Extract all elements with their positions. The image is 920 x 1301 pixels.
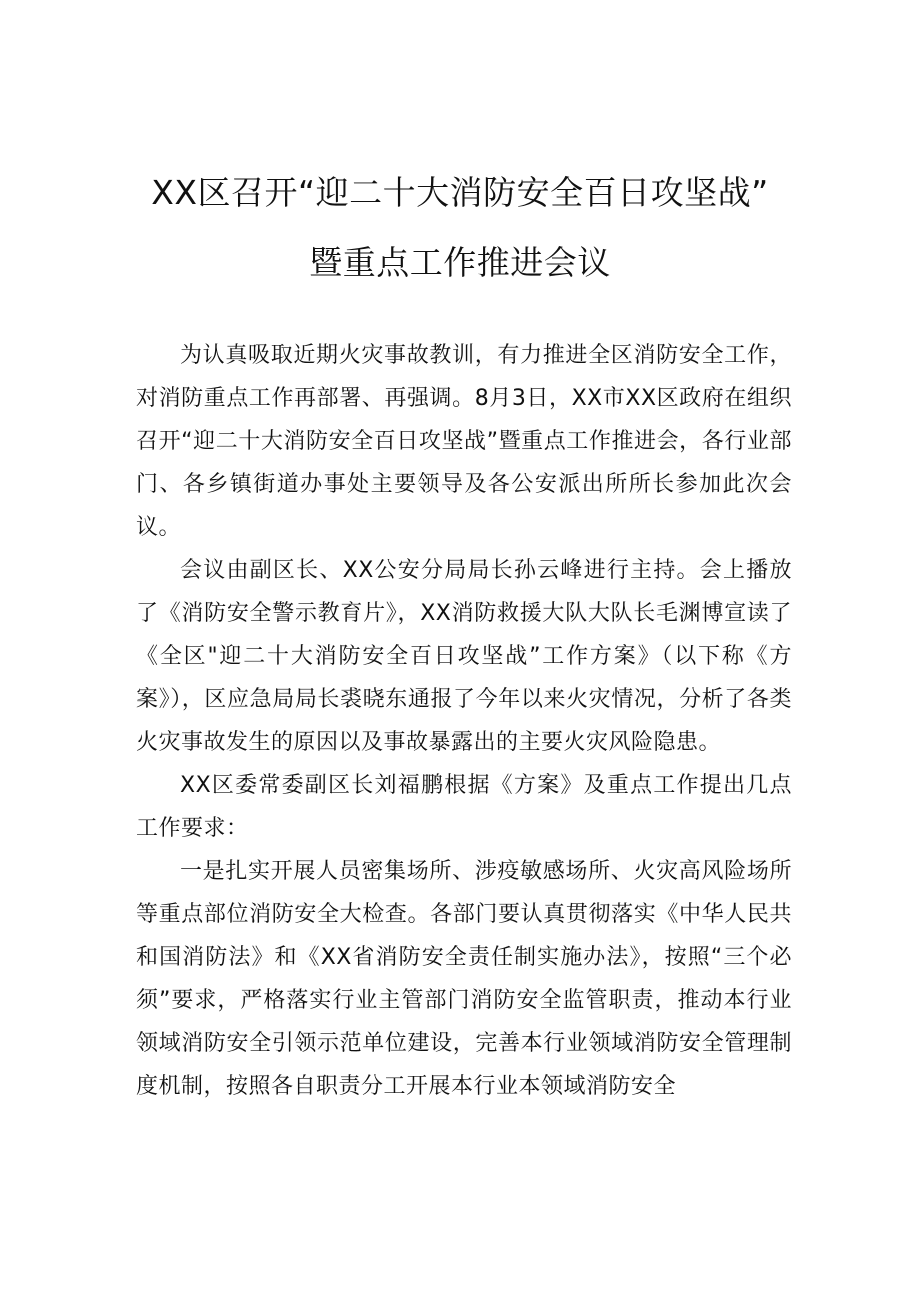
document-body — [136, 334, 792, 1108]
paragraph-point-one: 一是扎实开展人员密集场所、涉疫敏感场所、火灾高风险场所等重点部位消防安全大检查。各部门要认真贯彻落实《中华人民共和国消防法》和《XX省消防安全责任制实施办法》，按照“三个必须”要求，严格落实行业主管部门消防安全监管职责，推动本行业领域消防安全引领示范单位建设，完善本行业领域消防安全管理制度机制，按照各自职责分工开展本行业本领域消防安全 — [136, 859, 792, 1099]
document-title-line-2: 暨重点工作推进会议 — [309, 243, 611, 282]
paragraph-requirements: XX区委常委副区长刘福鹏根据《方案》及重点工作提出几点工作要求： — [136, 773, 792, 841]
paragraph-intro: 为认真吸取近期火灾事故教训，有力推进全区消防安全工作，对消防重点工作再部署、再强调。8月3日，XX市XX区政府在组织召开“迎二十大消防安全百日攻坚战”暨重点工作推进会，各行业部门、各乡镇街道办事处主要领导及各公安派出所所长参加此次会议。 — [136, 343, 792, 540]
paragraph-meeting: 会议由副区长、XX公安分局局长孙云峰进行主持。会上播放了《消防安全警示教育片》，XX消防救援大队大队长毛渊博宣读了《全区"迎二十大消防安全百日攻坚战”工作方案》（以下称《方案》），区应急局局长裘晓东通报了今年以来火灾情况，分析了各类火灾事故发生的原因以及事故暴露出的主要火灾风险隐患。 — [136, 558, 792, 755]
document-title-line-1: XX区召开“迎二十大消防安全百日攻坚战” — [151, 173, 769, 212]
